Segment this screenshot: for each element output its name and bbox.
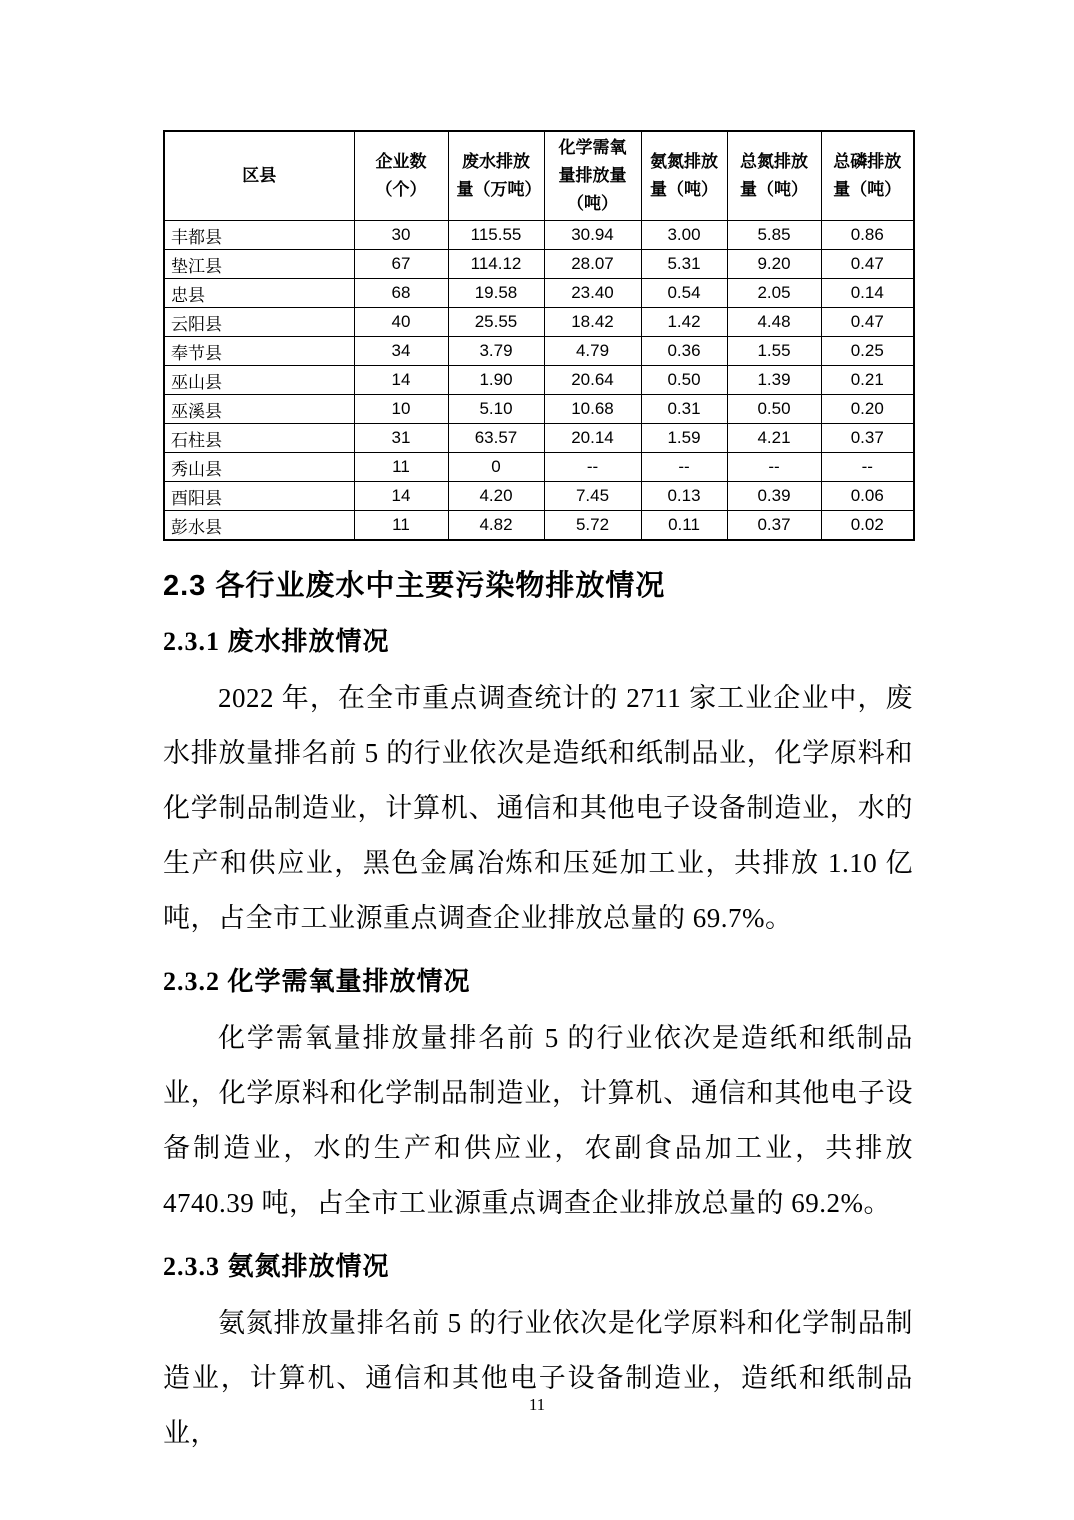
value-cell: --: [641, 453, 727, 482]
column-header: 氨氮排放量（吨）: [641, 131, 727, 221]
value-cell: 0.13: [641, 482, 727, 511]
value-cell: 0.54: [641, 279, 727, 308]
table-row: [164, 221, 914, 250]
table-row: [164, 453, 914, 482]
value-cell: 0.50: [727, 395, 821, 424]
value-cell: 7.45: [544, 482, 641, 511]
value-cell: 0.37: [821, 424, 914, 453]
value-cell: 20.14: [544, 424, 641, 453]
value-cell: 0.47: [821, 250, 914, 279]
value-cell: 0.36: [641, 337, 727, 366]
value-cell: 11: [354, 453, 448, 482]
value-cell: 0.50: [641, 366, 727, 395]
value-cell: 4.48: [727, 308, 821, 337]
table-row: [164, 250, 914, 279]
county-name-cell: 秀山县: [164, 453, 354, 482]
table-row: [164, 279, 914, 308]
table-row: [164, 511, 914, 541]
section-heading-2-3-1: 2.3.1 废水排放情况: [163, 627, 390, 656]
paragraph-cod-discharge: 化学需氧量排放量排名前 5 的行业依次是造纸和纸制品业，化学原料和化学制品制造业，计算机、通信和其他电子设备制造业，水的生产和供应业，农副食品加工业，共排放 4740.39 吨，占全市工业源重点调查企业排放总量的 69.2%。: [163, 1023, 913, 1218]
value-cell: 68: [354, 279, 448, 308]
value-cell: 114.12: [448, 250, 544, 279]
value-cell: 10.68: [544, 395, 641, 424]
column-header: 化学需氧量排放量（吨）: [544, 131, 641, 221]
value-cell: 30: [354, 221, 448, 250]
value-cell: 4.79: [544, 337, 641, 366]
value-cell: 4.20: [448, 482, 544, 511]
section-heading-2-3-2: 2.3.2 化学需氧量排放情况: [163, 967, 471, 996]
value-cell: 1.59: [641, 424, 727, 453]
county-pollutant-table: [163, 130, 915, 541]
value-cell: 30.94: [544, 221, 641, 250]
value-cell: 25.55: [448, 308, 544, 337]
page-number: 11: [528, 1395, 546, 1414]
value-cell: 3.79: [448, 337, 544, 366]
value-cell: 5.72: [544, 511, 641, 541]
column-header: 区县: [164, 131, 354, 221]
value-cell: 40: [354, 308, 448, 337]
value-cell: 23.40: [544, 279, 641, 308]
table-row: [164, 366, 914, 395]
county-name-cell: 丰都县: [164, 221, 354, 250]
value-cell: 5.31: [641, 250, 727, 279]
value-cell: 10: [354, 395, 448, 424]
value-cell: 1.90: [448, 366, 544, 395]
county-name-cell: 石柱县: [164, 424, 354, 453]
value-cell: 0.31: [641, 395, 727, 424]
county-name-cell: 云阳县: [164, 308, 354, 337]
table-row: [164, 482, 914, 511]
value-cell: 0.14: [821, 279, 914, 308]
value-cell: 67: [354, 250, 448, 279]
value-cell: 14: [354, 366, 448, 395]
county-name-cell: 彭水县: [164, 511, 354, 541]
value-cell: 0.39: [727, 482, 821, 511]
column-header: 总氮排放量（吨）: [727, 131, 821, 221]
value-cell: 11: [354, 511, 448, 541]
table-row: [164, 395, 914, 424]
value-cell: 115.55: [448, 221, 544, 250]
table-header-row: [164, 131, 914, 221]
value-cell: 3.00: [641, 221, 727, 250]
column-header: 废水排放量（万吨）: [448, 131, 544, 221]
county-name-cell: 奉节县: [164, 337, 354, 366]
column-header: 总磷排放量（吨）: [821, 131, 914, 221]
value-cell: 0.06: [821, 482, 914, 511]
value-cell: 34: [354, 337, 448, 366]
value-cell: --: [821, 453, 914, 482]
county-name-cell: 垫江县: [164, 250, 354, 279]
section-heading-2-3-3: 2.3.3 氨氮排放情况: [163, 1252, 390, 1281]
value-cell: --: [727, 453, 821, 482]
value-cell: 0: [448, 453, 544, 482]
column-header: 企业数（个）: [354, 131, 448, 221]
value-cell: 0.11: [641, 511, 727, 541]
value-cell: 1.55: [727, 337, 821, 366]
paragraph-ammonia-discharge: 氨氮排放量排名前 5 的行业依次是化学原料和化学制品制造业，计算机、通信和其他电子设备制造业，造纸和纸制品业，: [163, 1308, 913, 1448]
table-row: [164, 424, 914, 453]
value-cell: 28.07: [544, 250, 641, 279]
value-cell: 1.42: [641, 308, 727, 337]
value-cell: --: [544, 453, 641, 482]
value-cell: 20.64: [544, 366, 641, 395]
section-heading-2-3: 2.3 各行业废水中主要污染物排放情况: [163, 570, 666, 602]
value-cell: 5.10: [448, 395, 544, 424]
value-cell: 0.86: [821, 221, 914, 250]
county-name-cell: 忠县: [164, 279, 354, 308]
county-name-cell: 酉阳县: [164, 482, 354, 511]
value-cell: 31: [354, 424, 448, 453]
value-cell: 19.58: [448, 279, 544, 308]
value-cell: 4.82: [448, 511, 544, 541]
value-cell: 1.39: [727, 366, 821, 395]
value-cell: 0.47: [821, 308, 914, 337]
value-cell: 0.20: [821, 395, 914, 424]
table-row: [164, 337, 914, 366]
value-cell: 18.42: [544, 308, 641, 337]
table-row: [164, 308, 914, 337]
value-cell: 9.20: [727, 250, 821, 279]
county-name-cell: 巫溪县: [164, 395, 354, 424]
value-cell: 4.21: [727, 424, 821, 453]
value-cell: 0.25: [821, 337, 914, 366]
value-cell: 5.85: [727, 221, 821, 250]
value-cell: 14: [354, 482, 448, 511]
value-cell: 0.21: [821, 366, 914, 395]
value-cell: 63.57: [448, 424, 544, 453]
county-name-cell: 巫山县: [164, 366, 354, 395]
value-cell: 2.05: [727, 279, 821, 308]
value-cell: 0.02: [821, 511, 914, 541]
paragraph-wastewater-discharge: 2022 年，在全市重点调查统计的 2711 家工业企业中，废水排放量排名前 5 的行业依次是造纸和纸制品业，化学原料和化学制品制造业，计算机、通信和其他电子设备制造业，水的生产和供应业，黑色金属冶炼和压延加工业，共排放 1.10 亿吨，占全市工业源重点调查企业排放总量的 69.7%。: [163, 683, 913, 933]
value-cell: 0.37: [727, 511, 821, 541]
